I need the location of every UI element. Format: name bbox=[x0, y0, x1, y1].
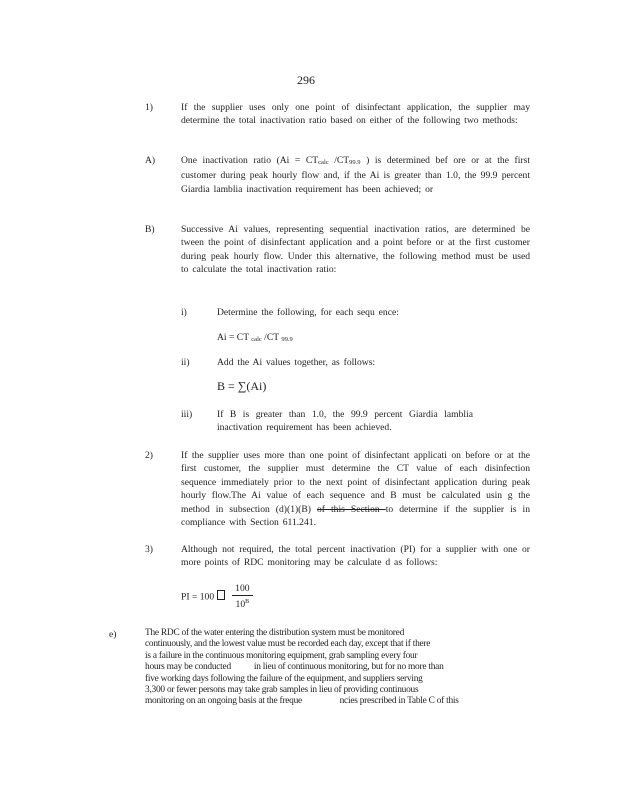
item-label-e: e) bbox=[109, 629, 117, 640]
page-number: 296 bbox=[297, 73, 315, 87]
formula-pi-prefix: PI = 100 bbox=[181, 591, 215, 603]
paragraph-2 bbox=[181, 449, 530, 529]
paragraph-e-line: continuously, and the lowest value must be recorded each day, except that if there bbox=[145, 639, 431, 650]
formula-ai-prefix: Ai = CT bbox=[217, 332, 249, 343]
formula-pi bbox=[181, 583, 253, 611]
paragraph-A-text-before: One inactivation ratio (Ai = CT bbox=[181, 155, 319, 166]
formula-ai-sub-999: 99.9 bbox=[281, 336, 293, 343]
paragraph-e-line: five working days following the failure of the equipment, and suppliers serving bbox=[145, 673, 423, 684]
formula-b: B = ∑(Ai) bbox=[217, 379, 267, 393]
paragraph-3: Although not required, the total percent inactivation (PI) for a supplier with one or more points of RDC monitoring may be calculate d as follows: bbox=[181, 544, 530, 569]
paragraph-2-text-before: If the supplier uses more than one point of disinfectant applicati on before or at the first customer, the supplier must determine the CT value of each disinfection sequence immediately prior to the next point of disinfectant application during peak hourly flow.The Ai value of each sequence and B must be calculated usin g the method in subsection (d)(1)(B) bbox=[181, 450, 530, 515]
paragraph-i: Determine the following, for each sequ ence: bbox=[217, 307, 399, 318]
paragraph-A-sub-999: 99.9 bbox=[349, 159, 361, 166]
item-label-3: 3) bbox=[145, 544, 153, 555]
item-label-2: 2) bbox=[145, 450, 153, 461]
paragraph-B: Successive Ai values, representing sequential inactivation ratios, are determined be tween the point of disinfectant application and a point before or at the first customer during peak hourly flow. Under this alternative, the following method must be used to calculate the total inactivation ratio: bbox=[181, 224, 530, 276]
paragraph-e-line: hours may be conducted in lieu of continuous monitoring, but for no more than bbox=[145, 662, 444, 673]
formula-ai-mid: /CT bbox=[264, 332, 279, 343]
formula-ai bbox=[217, 331, 293, 346]
formula-pi-denominator-exponent: B bbox=[245, 599, 250, 605]
formula-pi-numerator: 100 bbox=[232, 583, 252, 596]
formula-pi-denominator-base: 10 bbox=[235, 599, 246, 611]
paragraph-A bbox=[181, 154, 530, 196]
missing-glyph-icon bbox=[217, 590, 225, 600]
paragraph-ii: Add the Ai values together, as follows: bbox=[217, 357, 376, 368]
formula-ai-sub-calc: calc bbox=[251, 336, 262, 343]
paragraph-A-text-after: ) is determined bef ore or at the first customer during peak hourly flow and, if the Ai is greater than 1.0, the 99.9 percent Giardia lamblia inactivation requirement has been achieved; or bbox=[181, 155, 530, 195]
paragraph-1: If the supplier uses only one point of disinfectant application, the supplier may determine the total inactivation ratio based on either of the following two methods: bbox=[181, 102, 530, 127]
paragraph-e bbox=[145, 628, 525, 708]
paragraph-e-line: 3,300 or fewer persons may take grab samples in lieu of providing continuous bbox=[145, 685, 419, 696]
item-label-B: B) bbox=[145, 224, 155, 235]
formula-pi-denominator bbox=[232, 596, 252, 611]
item-label-ii: ii) bbox=[181, 357, 190, 368]
item-label-1: 1) bbox=[145, 102, 153, 113]
item-label-iii: iii) bbox=[181, 409, 193, 420]
paragraph-A-sub-calc: calc bbox=[318, 159, 329, 166]
paragraph-2-text-after: to determine if the supplier is in compliance with Section 611.241. bbox=[181, 503, 531, 529]
paragraph-A-text-mid: /CT bbox=[328, 155, 350, 166]
paragraph-e-line: monitoring on an ongoing basis at the freque ncies prescribed in Table C of this bbox=[145, 696, 459, 707]
item-label-A: A) bbox=[145, 155, 156, 166]
paragraph-2-struck-text: of this Section bbox=[317, 503, 386, 515]
paragraph-iii: If B is greater than 1.0, the 99.9 percent Giardia lamblia inactivation requirement has been achieved. bbox=[217, 409, 473, 434]
item-label-i: i) bbox=[181, 307, 187, 318]
formula-pi-fraction bbox=[232, 583, 252, 611]
paragraph-e-line: is a failure in the continuous monitoring equipment, grab sampling every four bbox=[145, 650, 418, 661]
paragraph-e-line: The RDC of the water entering the distribution system must be monitored bbox=[145, 628, 405, 638]
